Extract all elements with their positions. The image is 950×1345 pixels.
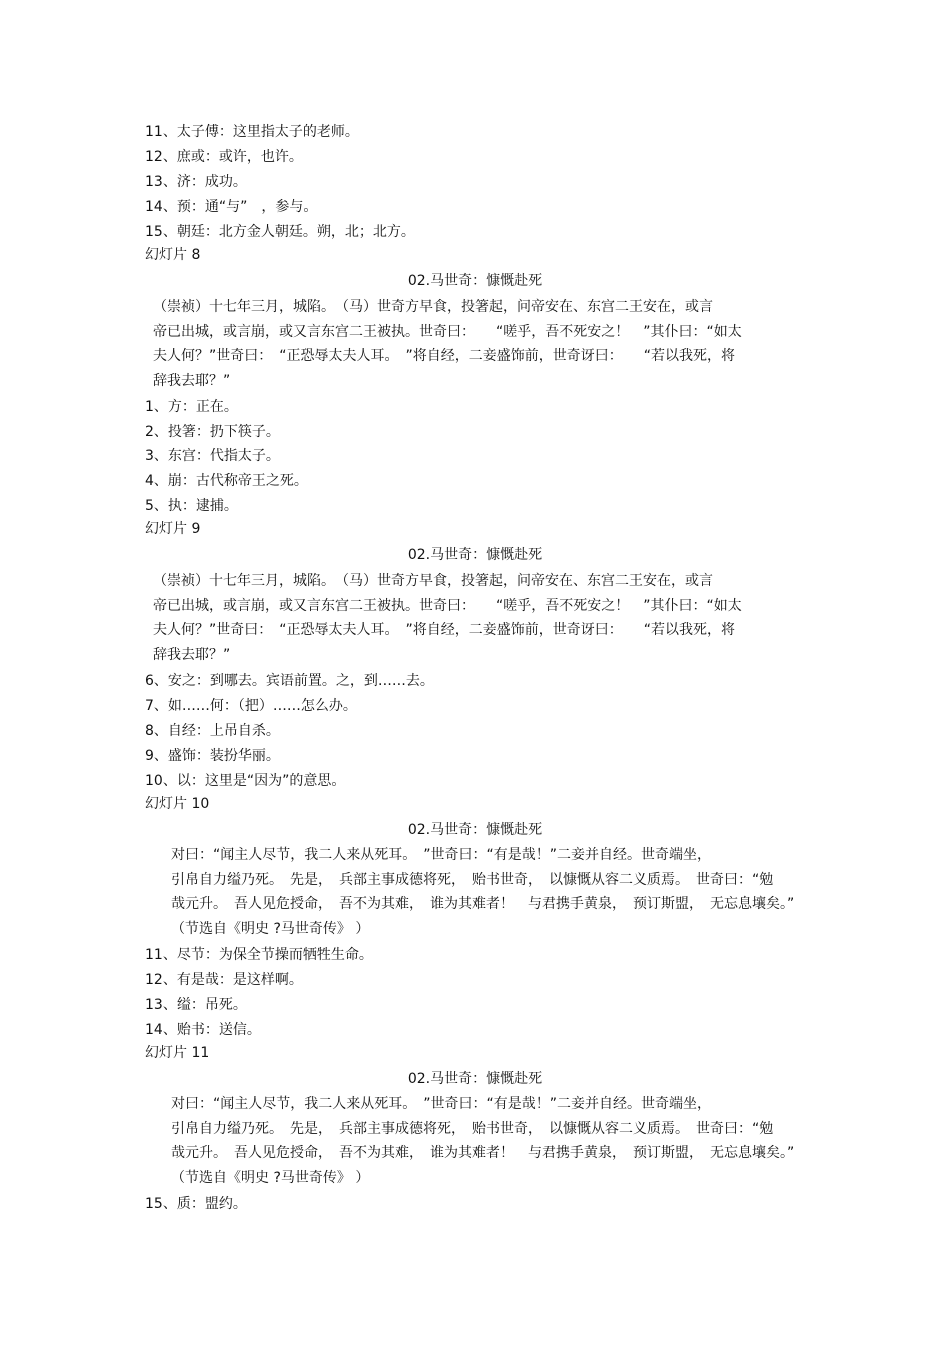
slide-marker: 幻灯片 10: [145, 796, 210, 812]
source-paragraph: [145, 1092, 839, 1190]
slide-marker: 幻灯片 8: [145, 247, 201, 263]
annotation-item: 11、太子傅：这里指太子的老师。: [145, 124, 359, 140]
annotation-item: 14、预：通“与” ，参与。: [145, 199, 318, 215]
annotation-item: 13、济：成功。: [145, 174, 247, 190]
slide-marker: 幻灯片 11: [145, 1045, 210, 1061]
section-title: 02.马世奇：慷慨赴死: [407, 822, 543, 838]
paragraph-line: （节选自《明史 ?马世奇传》 ）: [171, 1169, 370, 1186]
annotation-item: 11、尽节：为保全节操而牺牲生命。: [145, 947, 373, 963]
source-paragraph: [145, 295, 821, 393]
annotation-item: 9、盛饰：装扮华丽。: [145, 748, 280, 764]
paragraph-line: 帝已出城，或言崩，或又言东宫二王被执。世奇曰： “嗟乎，吾不死安之！ ”其仆曰：“如太: [153, 597, 742, 614]
annotation-item: 3、东宫：代指太子。: [145, 448, 280, 464]
slide-marker: 幻灯片 9: [145, 521, 201, 537]
paragraph-line: 对曰：“闻主人尽节，我二人来从死耳。 ”世奇曰：“有是哉！”二妾并自经。世奇端坐，: [171, 847, 712, 863]
paragraph-line: 夫人何？”世奇曰： “正恐辱太夫人耳。 ”将自经，二妾盛饰前，世奇讶曰： “若以我死，将: [153, 348, 736, 364]
annotation-item: 2、投箸：扔下筷子。: [145, 424, 280, 440]
paragraph-line: 对曰：“闻主人尽节，我二人来从死耳。 ”世奇曰：“有是哉！”二妾并自经。世奇端坐，: [171, 1096, 712, 1112]
annotation-item: 7、如……何：（把）……怎么办。: [145, 698, 357, 714]
annotation-item: 4、崩：古代称帝王之死。: [145, 473, 308, 489]
source-paragraph: [145, 569, 821, 667]
annotation-item: 12、庶或：或许，也许。: [145, 149, 303, 165]
paragraph-line: （节选自《明史 ?马世奇传》 ）: [171, 920, 370, 937]
annotation-item: 15、朝廷：北方金人朝廷。朔，北；北方。: [145, 224, 415, 240]
source-paragraph: [145, 843, 839, 941]
paragraph-line: 引帛自力缢乃死。 先是， 兵部主事成德将死， 贻书世奇， 以慷慨从容二义质焉。 世奇曰：“勉: [171, 1120, 774, 1137]
annotation-item: 1、方：正在。: [145, 399, 238, 415]
annotation-item: 6、安之：到哪去。宾语前置。之，到……去。: [145, 673, 434, 689]
section-title: 02.马世奇：慷慨赴死: [407, 1071, 543, 1087]
paragraph-line: 哉元升。 吾人见危授命， 吾不为其难， 谁为其难者！ 与君携手黄泉， 预订斯盟， 无忘息壤矣。”: [171, 1145, 795, 1161]
paragraph-line: 哉元升。 吾人见危授命， 吾不为其难， 谁为其难者！ 与君携手黄泉， 预订斯盟， 无忘息壤矣。”: [171, 896, 795, 912]
section-title: 02.马世奇：慷慨赴死: [407, 547, 543, 563]
annotation-item: 12、有是哉：是这样啊。: [145, 972, 303, 988]
paragraph-line: 帝已出城，或言崩，或又言东宫二王被执。世奇曰： “嗟乎，吾不死安之！ ”其仆曰：“如太: [153, 323, 742, 340]
paragraph-line: 辞我去耶？”: [153, 372, 231, 389]
annotation-item: 8、自经：上吊自杀。: [145, 723, 280, 739]
annotation-item: 5、执：逮捕。: [145, 498, 238, 514]
paragraph-line: 夫人何？”世奇曰： “正恐辱太夫人耳。 ”将自经，二妾盛饰前，世奇讶曰： “若以我死，将: [153, 622, 736, 638]
paragraph-line: 辞我去耶？”: [153, 646, 231, 663]
section-title: 02.马世奇：慷慨赴死: [407, 273, 543, 289]
paragraph-line: 引帛自力缢乃死。 先是， 兵部主事成德将死， 贻书世奇， 以慷慨从容二义质焉。 世奇曰：“勉: [171, 871, 774, 888]
paragraph-line: （崇祯）十七年三月，城陷。 （马）世奇方早食，投箸起，问帝安在、东宫二王安在，或言: [153, 573, 713, 589]
annotation-item: 10、以：这里是“因为”的意思。: [145, 773, 346, 789]
annotation-item: 13、缢：吊死。: [145, 997, 247, 1013]
annotation-item: 15、质：盟约。: [145, 1196, 247, 1212]
paragraph-line: （崇祯）十七年三月，城陷。 （马）世奇方早食，投箸起，问帝安在、东宫二王安在，或言: [153, 299, 713, 315]
annotation-item: 14、贻书：送信。: [145, 1022, 261, 1038]
